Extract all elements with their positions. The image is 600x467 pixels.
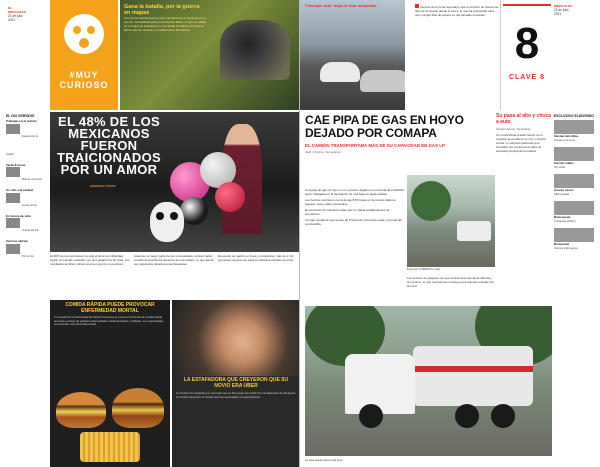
street-caption: Fotos de COMAPA en sitio bbox=[407, 267, 441, 271]
clave-word: CLAVE 8 bbox=[508, 74, 546, 81]
scam-story-box bbox=[172, 300, 300, 467]
motorcycle-image bbox=[220, 20, 290, 80]
article-column: El estudio se realizó en línea y participaron más de 2 mil personas mayores de edad en distintos estados del país. bbox=[218, 254, 294, 262]
left-date-block bbox=[8, 6, 48, 22]
sub-article-text: Los vecinos se quejaron de que la obra lleva semanas abierta y sin avance, lo que representa un riesgo para quienes circulan por la zona. bbox=[407, 276, 495, 288]
sidebar-item: Denuncias Vecinos piden apoyo bbox=[554, 228, 598, 250]
muy-curioso-title: #MUY CURIOSO bbox=[59, 70, 109, 90]
panda-toy-image bbox=[150, 202, 184, 242]
burger-image bbox=[56, 392, 106, 428]
top-story-photo bbox=[120, 0, 300, 110]
scam-story-title: LA ESTAFADORA QUE CREYERON QUE SU NOVIO ERA UBER bbox=[183, 377, 289, 389]
fast-food-box bbox=[50, 300, 170, 467]
main-article-text: Una pipa de gas LP cayó en un socavón dejado por personal de COMAPA, quien trabajaba en la reparación de una fuga de agua potable. Los hechos ocurrieron cerca de las 8:00 horas en la colonia Valle de Aguayo, entre calles principales. El conductor del vehículo relató que no había señalamientos de precaución. Al lugar acudieron elementos de Protección Civil para evitar una fuga del combustible. bbox=[305, 188, 405, 226]
right-date-block: MIÉRCOLES 21 de julio 2021 bbox=[554, 4, 572, 17]
street-photo bbox=[407, 175, 495, 267]
scam-story-body: Un hombre fue estafado por una mujer que se hizo pasar por chofer de una aplicación de transporte. La víctima denunció los hechos ante las autoridades correspondientes. bbox=[176, 392, 296, 399]
love-story-photo bbox=[50, 112, 300, 252]
sidebar-item: En busca de vida Al final del día bbox=[6, 213, 39, 233]
fast-food-title: COMIDA RÁPIDA PUEDE PROVOCAR ENFERMEDAD MORTAL bbox=[65, 302, 155, 314]
clave-8-logo bbox=[500, 0, 552, 110]
bullet-icon bbox=[415, 4, 419, 8]
right-sidebar bbox=[554, 114, 598, 255]
traffic-text: Vecinos de la zona reportaron que el servicio de transporte dejó de funcionar desde el lunes, lo que ha provocado caos vial y largas filas de espera en las paradas cercanas. bbox=[405, 0, 503, 110]
surprised-face-icon bbox=[64, 14, 104, 54]
top-story-title: Gana la batalla, por la guerra en mapas bbox=[124, 4, 200, 16]
love-story-byline: AGENCIA / STAFF bbox=[90, 184, 116, 188]
fast-food-body: Un estudio de la Universidad de Oxford revela que el consumo frecuente de comida rápida aumenta el riesgo de padecer enfermedades cardiovasculares y diabetes. Los especialistas recomiendan una dieta balanceada. bbox=[54, 316, 164, 326]
sidebar-item: Alertan del clima Lluvias en la zona bbox=[554, 120, 598, 142]
love-story-columns bbox=[50, 254, 298, 298]
sidebar-item: Trabajan en el recinto Estatuto de la capital bbox=[6, 119, 38, 156]
side-article-title: Su pasa al alto y choca a auto bbox=[496, 113, 552, 125]
side-article bbox=[496, 114, 552, 153]
sidebar-item: Tarda 8 horas Más de una hora bbox=[6, 162, 42, 182]
main-headline-block bbox=[305, 114, 485, 154]
sidebar-item: Un rato a la ciudad Inician obras bbox=[6, 188, 37, 207]
fries-image bbox=[80, 432, 140, 462]
left-date-text: 21 de julio bbox=[8, 14, 23, 18]
left-date-year: 2021 bbox=[8, 18, 16, 23]
left-sidebar bbox=[6, 114, 46, 266]
love-story-headline: EL 48% DE LOS MEXICANOS FUERON TRAICIONADOS POR UN AMOR bbox=[57, 114, 161, 177]
side-article-body: Un motociclista resultó herido al no respetar el semáforo en rojo y chocar contra un vehículo particular que circulaba con preferencia sobre la avenida principal de la ciudad. bbox=[496, 133, 546, 154]
sidebar-heading: EL DIO SERVIDIO bbox=[6, 114, 35, 118]
main-headline: CAE PIPA DE GAS EN HOYO DEJADO POR COMAPA bbox=[305, 113, 464, 140]
left-date-day: MIÉRCOLES bbox=[8, 10, 26, 14]
sidebar-item: Vecinos alertan Por rumbo bbox=[6, 239, 35, 258]
man-photo bbox=[172, 300, 300, 376]
right-sidebar-heading: EXCLUSIVO ELDIVIDIDO bbox=[554, 114, 594, 118]
clave-number: 8 bbox=[514, 19, 540, 68]
sidebar-item: Ruta nueva Transporte público bbox=[554, 201, 598, 223]
article-column: El 48% de los mexicanos ha sido víctima de infidelidad, según un estudio realizado por una plataforma de citas. Los resultados también indican que la mayoría no perdona. bbox=[50, 254, 130, 266]
gas-truck-photo bbox=[305, 306, 552, 456]
main-byline: Staff / Victoria, Tamaulipas bbox=[305, 150, 341, 155]
left-brand: De bbox=[8, 6, 12, 10]
article-column: Además, la mayor parte de los encuestados confesó haber sentido desconfianza después de una traición, lo que afectó sus siguientes relaciones sentimentales. bbox=[134, 254, 214, 266]
gas-truck-caption: La pipa quedó dentro del hoyo bbox=[305, 458, 343, 462]
side-article-byline: Ciudad Victoria, Tamaulipas bbox=[496, 127, 531, 132]
traffic-caption: "Chorque ruta" deja de tirar máquinas bbox=[304, 3, 377, 8]
right-page bbox=[300, 0, 600, 467]
sidebar-item: Cierran calles Por obras bbox=[554, 147, 598, 169]
muy-curioso-box bbox=[50, 0, 118, 110]
sidebar-item: Crecen casos Salud estatal bbox=[554, 174, 598, 196]
gas-truck-image bbox=[345, 336, 535, 426]
main-subhead: EL CAMIÓN TRANSPORTABA MÁS DE SU CAPACIDAD EN GAS LP bbox=[305, 143, 445, 148]
burger-image bbox=[112, 388, 164, 428]
top-story-body: Uno de los efectos tras la crisis sanitaria fue el aumento en el uso de motocicletas para el transporte diario, lo que se refleja en el mapa de accidentes en la ciudad de México durante el último año de acuerdo con datos de la Secretaría. bbox=[124, 16, 206, 32]
